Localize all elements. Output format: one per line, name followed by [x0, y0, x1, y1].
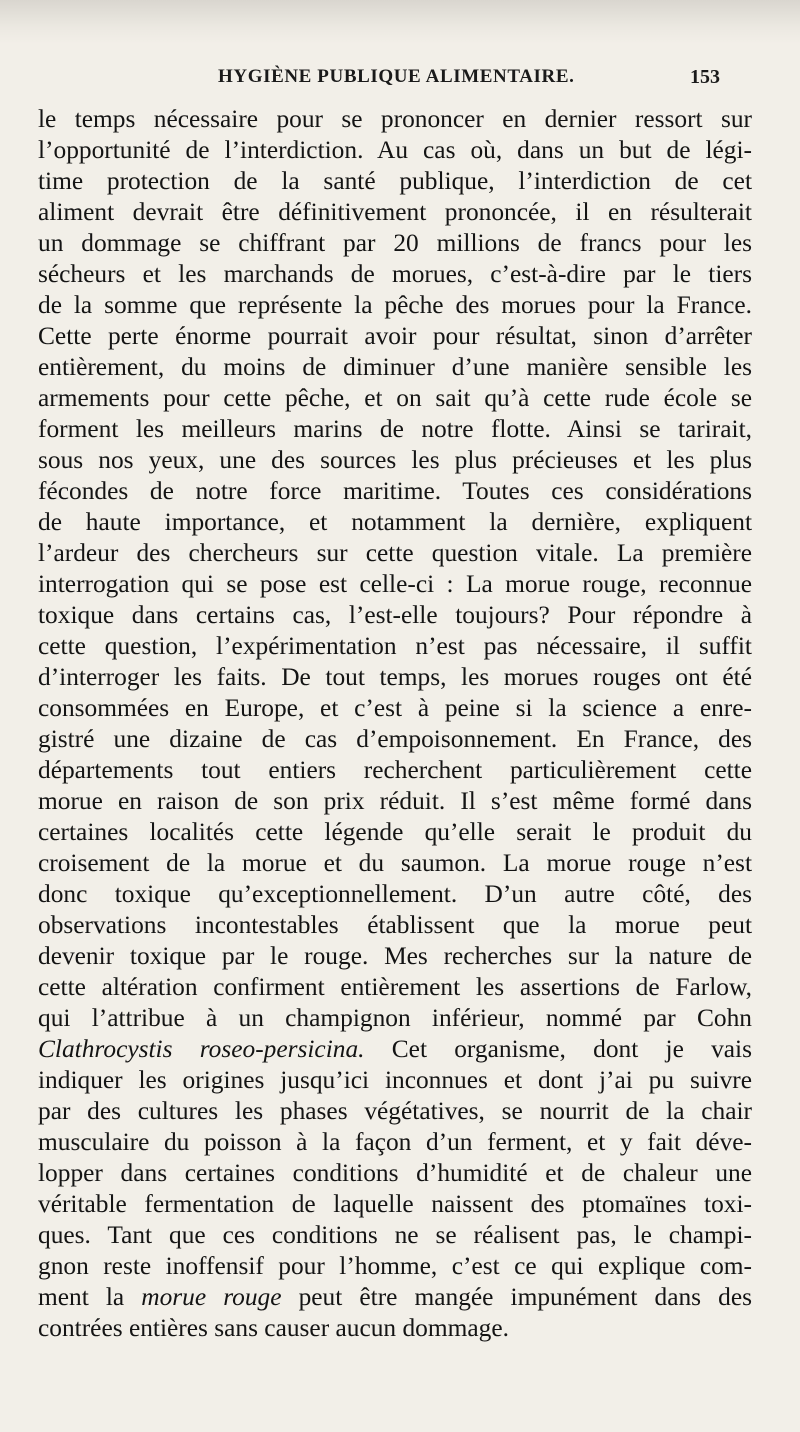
italic-text-segment: Clathrocystis roseo-persicina.	[38, 1035, 365, 1063]
text-segment: lopper dans certaines conditions d’humidité et de chaleur une	[38, 1159, 752, 1187]
text-line	[38, 786, 752, 817]
text-line	[38, 383, 752, 414]
text-line	[38, 414, 752, 445]
text-line	[38, 1313, 752, 1344]
text-line	[38, 1065, 752, 1096]
text-segment: indiquer les origines jusqu’ici inconnues et dont j’ai pu suivre	[38, 1066, 752, 1094]
text-line	[38, 1158, 752, 1189]
text-segment: observations incontestables établissent que la morue peut	[38, 911, 752, 939]
text-segment: gnon reste inoffensif pour l’homme, c’est ce qui explique com-	[38, 1252, 752, 1280]
text-segment: véritable fermentation de laquelle naissent des ptomaïnes toxi-	[38, 1190, 752, 1218]
text-line	[38, 879, 752, 910]
text-line	[38, 321, 752, 352]
italic-text-segment: morue rouge	[141, 1283, 282, 1311]
text-segment: devenir toxique par le rouge. Mes recherches sur la nature de	[38, 942, 752, 970]
text-segment: l’ardeur des chercheurs sur cette question vitale. La première	[38, 539, 752, 567]
running-title: HYGIÈNE PUBLIQUE ALIMENTAIRE.	[218, 66, 575, 87]
text-segment: forment les meilleurs marins de notre flotte. Ainsi se tarirait,	[38, 415, 752, 443]
text-line	[38, 507, 752, 538]
text-line	[38, 600, 752, 631]
text-line	[38, 910, 752, 941]
text-line	[38, 104, 752, 135]
text-segment: ques. Tant que ces conditions ne se réalisent pas, le champi-	[38, 1221, 752, 1249]
text-line	[38, 290, 752, 321]
text-segment: aliment devrait être définitivement prononcée, il en résulterait	[38, 198, 752, 226]
text-segment: d’interroger les faits. De tout temps, les morues rouges ont été	[38, 663, 752, 691]
body-text	[38, 104, 752, 1344]
text-segment: le temps nécessaire pour se prononcer en dernier ressort sur	[38, 105, 752, 133]
text-segment: morue en raison de son prix réduit. Il s’est même formé dans	[38, 787, 752, 815]
text-segment: qui l’attribue à un champignon inférieur, nommé par Cohn	[38, 1004, 752, 1032]
text-line	[38, 817, 752, 848]
text-segment: time protection de la santé publique, l’interdiction de cet	[38, 167, 752, 195]
text-segment: peut être mangée impunément dans des	[281, 1283, 752, 1311]
text-segment: par des cultures les phases végétatives, se nourrit de la chair	[38, 1097, 752, 1125]
page-number: 153	[690, 66, 720, 88]
text-line	[38, 476, 752, 507]
text-line	[38, 538, 752, 569]
text-segment: départements tout entiers recherchent particulièrement cette	[38, 756, 752, 784]
text-line	[38, 631, 752, 662]
text-segment: cette altération confirment entièrement les assertions de Farlow,	[38, 973, 752, 1001]
text-line	[38, 352, 752, 383]
text-line	[38, 166, 752, 197]
text-line	[38, 445, 752, 476]
text-segment: ment la	[38, 1283, 142, 1311]
text-segment: l’opportunité de l’interdiction. Au cas où, dans un but de légi-	[38, 136, 752, 164]
text-segment: donc toxique qu’exceptionnellement. D’un autre côté, des	[38, 880, 752, 908]
text-segment: fécondes de notre force maritime. Toutes ces considérations	[38, 477, 752, 505]
text-segment: consommées en Europe, et c’est à peine si la science a enre-	[38, 694, 752, 722]
text-line	[38, 259, 752, 290]
running-head	[0, 66, 800, 94]
text-segment: entièrement, du moins de diminuer d’une manière sensible les	[38, 353, 752, 381]
text-line	[38, 1003, 752, 1034]
text-segment: armements pour cette pêche, et on sait qu’à cette rude école se	[38, 384, 752, 412]
text-line	[38, 1251, 752, 1282]
text-segment: sous nos yeux, une des sources les plus précieuses et les plus	[38, 446, 752, 474]
text-segment: contrées entières sans causer aucun dommage.	[38, 1314, 509, 1342]
text-segment: sécheurs et les marchands de morues, c’est-à-dire par le tiers	[38, 260, 752, 288]
text-segment: musculaire du poisson à la façon d’un ferment, et y fait déve-	[38, 1128, 752, 1156]
text-segment: de haute importance, et notamment la dernière, expliquent	[38, 508, 752, 536]
text-line	[38, 1127, 752, 1158]
text-segment: cette question, l’expérimentation n’est pas nécessaire, il suffit	[38, 632, 752, 660]
text-line	[38, 941, 752, 972]
text-line	[38, 1220, 752, 1251]
text-line	[38, 662, 752, 693]
text-segment: certaines localités cette légende qu’elle serait le produit du	[38, 818, 752, 846]
text-line	[38, 1282, 752, 1313]
text-line	[38, 1096, 752, 1127]
text-line	[38, 848, 752, 879]
text-segment: un dommage se chiffrant par 20 millions de francs pour les	[38, 229, 752, 257]
text-line	[38, 197, 752, 228]
text-line	[38, 569, 752, 600]
text-segment: interrogation qui se pose est celle-ci : La morue rouge, reconnue	[38, 570, 752, 598]
text-line	[38, 724, 752, 755]
text-line	[38, 228, 752, 259]
text-line	[38, 972, 752, 1003]
text-line	[38, 755, 752, 786]
text-segment: Cette perte énorme pourrait avoir pour résultat, sinon d’arrêter	[38, 322, 752, 350]
text-segment: croisement de la morue et du saumon. La morue rouge n’est	[38, 849, 752, 877]
text-segment: gistré une dizaine de cas d’empoisonnement. En France, des	[38, 725, 752, 753]
text-line	[38, 1189, 752, 1220]
text-segment: toxique dans certains cas, l’est-elle toujours? Pour répondre à	[38, 601, 752, 629]
text-segment: Cet organisme, dont je vais	[364, 1035, 752, 1063]
text-line	[38, 135, 752, 166]
text-segment: de la somme que représente la pêche des morues pour la France.	[38, 291, 752, 319]
text-line	[38, 693, 752, 724]
text-line	[38, 1034, 752, 1065]
